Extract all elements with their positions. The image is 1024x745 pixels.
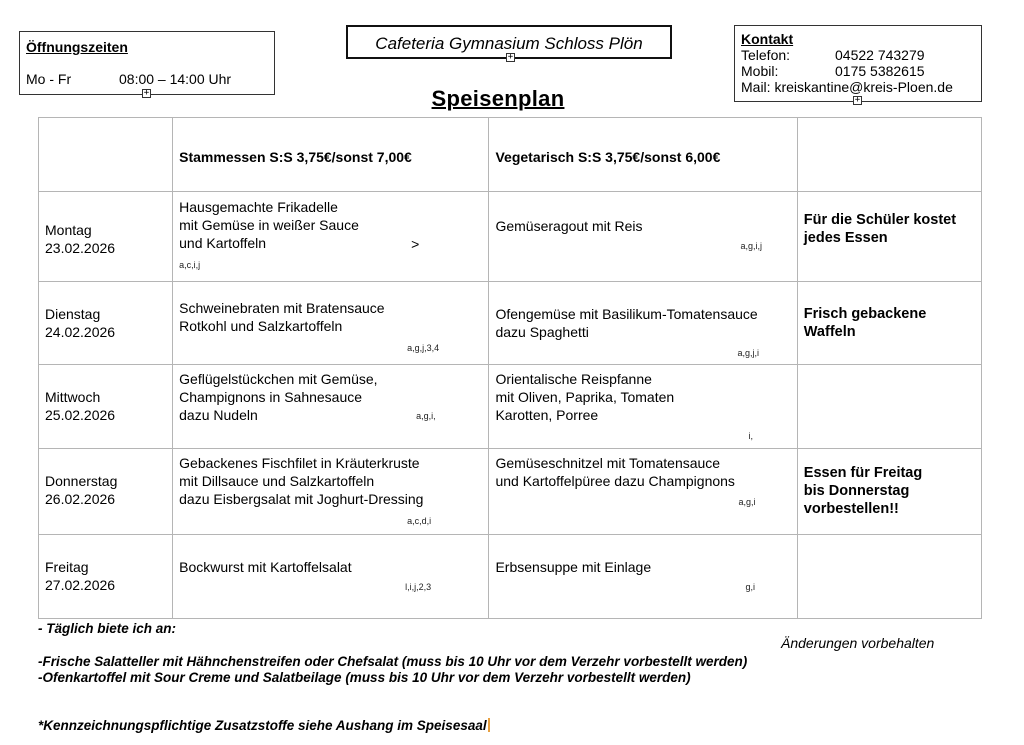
day-date: 26.02.2026	[45, 491, 116, 507]
standard-dish-cell	[173, 282, 489, 365]
textbox-anchor-icon[interactable]: +	[854, 95, 861, 105]
day-name: Mittwoch	[45, 389, 101, 405]
note-cell	[797, 365, 981, 449]
dish-line: Karotten, Porree	[495, 407, 599, 423]
table-row	[39, 449, 982, 535]
day-name: Dienstag	[45, 306, 101, 322]
phone-label: Telefon:	[741, 47, 791, 63]
note-line: vorbestellen!!	[803, 501, 899, 517]
header-standard: Stammessen S:S 3,75€/sonst 7,00€	[173, 118, 489, 192]
dish-line: Geflügelstückchen mit Gemüse,	[179, 371, 378, 387]
dish-line: Erbsensuppe mit Einlage	[495, 559, 652, 575]
allergen-codes: a,c,d,i	[407, 516, 432, 526]
page-title: Speisenplan	[431, 86, 565, 111]
dish-line: mit Dillsauce und Salzkartoffeln	[179, 473, 375, 489]
allergen-codes: a,g,i,	[416, 411, 436, 421]
daily-offer-intro: - Täglich biete ich an:	[38, 621, 177, 636]
vegetarian-dish-cell	[489, 535, 797, 619]
day-cell	[39, 449, 173, 535]
allergen-codes: a,g,i,j	[740, 241, 762, 251]
additives-note-text: *Kennzeichnungspflichtige Zusatzstoffe siehe Aushang im Speisesaal	[38, 718, 487, 733]
day-cell	[39, 535, 173, 619]
dish-line: mit Gemüse in weißer Sauce	[179, 217, 359, 233]
dish-line: und Kartoffeln	[179, 235, 267, 251]
dish-line: Bockwurst mit Kartoffelsalat	[179, 559, 352, 575]
additives-note	[38, 718, 490, 734]
table-row	[39, 365, 982, 449]
cafeteria-title: Cafeteria Gymnasium Schloss Plön	[375, 34, 643, 53]
vegetarian-dish-cell	[489, 192, 797, 282]
contact-mobile-row	[741, 63, 925, 79]
day-date: 24.02.2026	[45, 324, 116, 340]
dish-line: Gemüseschnitzel mit Tomatensauce	[495, 455, 721, 471]
header-day-cell	[39, 118, 173, 192]
note-cell	[797, 282, 981, 365]
table-row	[39, 282, 982, 365]
dish-line: und Kartoffelpüree dazu Champignons	[495, 473, 735, 489]
text-cursor	[488, 718, 490, 732]
allergen-codes: g,i	[745, 582, 755, 592]
allergen-codes: a,g,i	[738, 497, 756, 507]
opening-days: Mo - Fr	[26, 71, 72, 87]
contact-mail: Mail: kreiskantine@kreis-Ploen.de	[741, 79, 953, 95]
allergen-codes: a,g,j,i	[737, 348, 759, 358]
note-line: jedes Essen	[803, 230, 888, 246]
day-date: 25.02.2026	[45, 407, 116, 423]
textbox-anchor-icon[interactable]: +	[143, 88, 150, 98]
day-cell	[39, 365, 173, 449]
contact-phone-row	[741, 47, 925, 63]
note-line: Essen für Freitag	[803, 465, 923, 481]
dish-line: Champignons in Sahnesauce	[179, 389, 363, 405]
daily-offer-potato: -Ofenkartoffel mit Sour Creme und Salatbeilage (muss bis 10 Uhr vor dem Verzehr vorbestellt werden)	[38, 670, 691, 685]
contact-title: Kontakt	[741, 31, 794, 47]
note-cell	[797, 535, 981, 619]
day-name: Montag	[45, 222, 92, 238]
table-row	[39, 535, 982, 619]
table-header-row	[39, 118, 982, 192]
daily-offer-salad: -Frische Salatteller mit Hähnchenstreifen oder Chefsalat (muss bis 10 Uhr vor dem Verzehr vorbestellt werden)	[38, 654, 748, 669]
opening-time: 08:00 – 14:00 Uhr	[119, 71, 232, 87]
note-line: Für die Schüler kostet	[803, 212, 957, 228]
standard-dish-cell	[173, 449, 489, 535]
dish-line: Rotkohl und Salzkartoffeln	[179, 318, 343, 334]
standard-dish-cell	[173, 365, 489, 449]
changes-reserved: Änderungen vorbehalten	[781, 635, 935, 651]
day-name: Donnerstag	[45, 473, 118, 489]
note-line: Waffeln	[803, 324, 856, 340]
phone-value: 04522 743279	[835, 47, 925, 63]
vegetarian-dish-cell	[489, 365, 797, 449]
note-cell	[797, 449, 981, 535]
allergen-codes: a,g,j,3,4	[407, 343, 440, 353]
menu-table	[38, 117, 982, 619]
vegetarian-dish-cell	[489, 449, 797, 535]
mobile-label: Mobil:	[741, 63, 779, 79]
dish-line: dazu Eisbergsalat mit Joghurt-Dressing	[179, 491, 424, 507]
vegetarian-dish-cell	[489, 282, 797, 365]
allergen-codes: a,c,i,j	[179, 260, 201, 270]
dish-line: Orientalische Reispfanne	[495, 371, 652, 387]
dish-line: dazu Spaghetti	[495, 324, 589, 340]
day-cell	[39, 282, 173, 365]
day-name: Freitag	[45, 559, 89, 575]
day-date: 27.02.2026	[45, 577, 116, 593]
table-row	[39, 192, 982, 282]
mobile-value: 0175 5382615	[835, 63, 925, 79]
allergen-codes: i,	[748, 431, 753, 441]
textbox-anchor-icon[interactable]: +	[507, 52, 514, 62]
dish-line: mit Oliven, Paprika, Tomaten	[495, 389, 675, 405]
note-line: bis Donnerstag	[803, 483, 910, 499]
dish-line: dazu Nudeln	[179, 407, 258, 423]
opening-hours-title: Öffnungszeiten	[26, 39, 128, 55]
allergen-codes: l,i,j,2,3	[405, 582, 432, 592]
header-vegetarian: Vegetarisch S:S 3,75€/sonst 6,00€	[489, 118, 797, 192]
standard-dish-cell	[173, 535, 489, 619]
day-cell	[39, 192, 173, 282]
dish-line: Hausgemachte Frikadelle	[179, 199, 338, 215]
marker-symbol: >	[411, 236, 420, 252]
header-note-cell	[797, 118, 981, 192]
day-date: 23.02.2026	[45, 240, 116, 256]
dish-line: Ofengemüse mit Basilikum-Tomatensauce	[495, 306, 758, 322]
note-cell	[797, 192, 981, 282]
standard-dish-cell	[173, 192, 489, 282]
dish-line: Gemüseragout mit Reis	[495, 218, 643, 234]
note-line: Frisch gebackene	[803, 306, 927, 322]
dish-line: Gebackenes Fischfilet in Kräuterkruste	[179, 455, 420, 471]
dish-line: Schweinebraten mit Bratensauce	[179, 300, 385, 316]
